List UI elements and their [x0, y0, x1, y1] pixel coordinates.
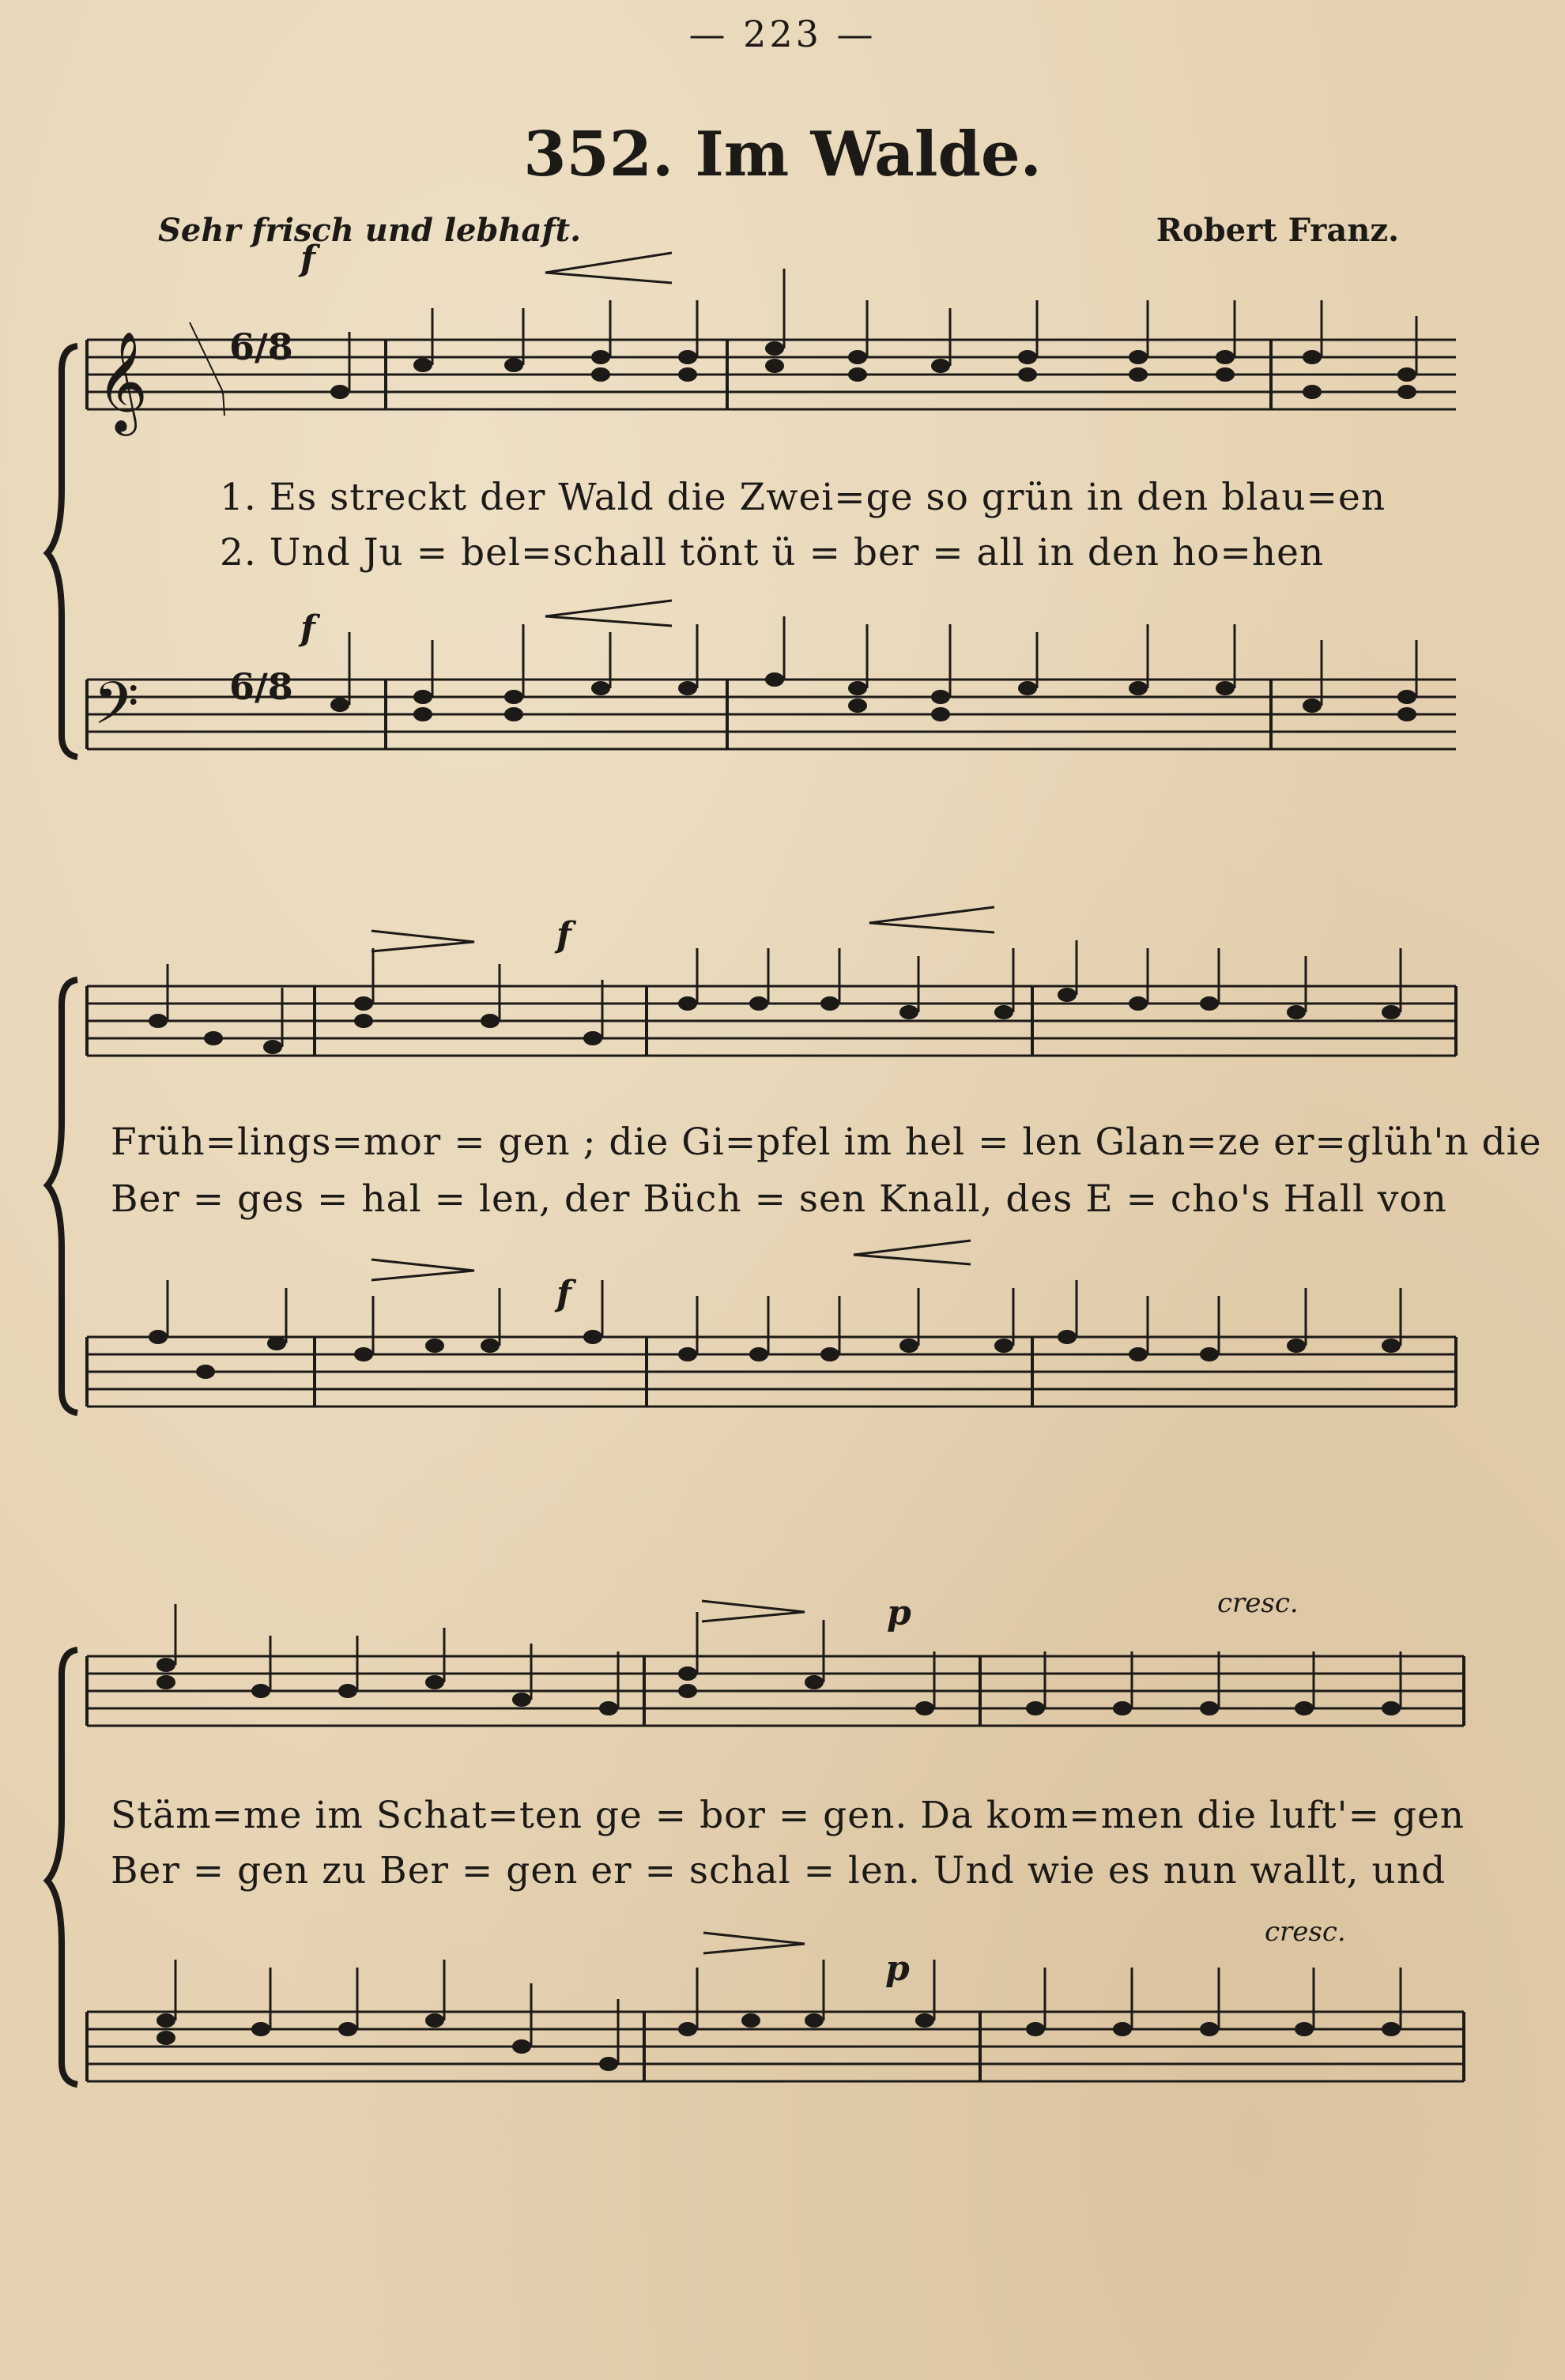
lyric-line-system-3-verse-1: Stäm=me im Schat=ten ge = bor = gen. Da kom=men die luft'= gen — [111, 1794, 1465, 1837]
bass-staff — [87, 1337, 1456, 1407]
cresc-marking-treble: cresc. — [1217, 1587, 1299, 1619]
dynamic-piano-treble: p — [887, 1593, 911, 1633]
dynamic-piano-bass: p — [885, 1949, 910, 1989]
dynamic-forte-treble: f — [300, 239, 315, 279]
bass-clef-icon: 𝄢 — [93, 669, 139, 752]
lyric-line-system-1-verse-2: 2. Und Ju = bel=schall tönt ü = ber = all in den ho=hen — [220, 531, 1325, 574]
crescendo-hairpin — [545, 253, 672, 283]
lyric-line-system-3-verse-2: Ber = gen zu Ber = gen er = schal = len. Und wie es nun wallt, und — [111, 1849, 1446, 1892]
treble-staff — [87, 986, 1456, 1056]
song-title: 352. Im Walde. — [523, 119, 1042, 190]
bass-staff — [87, 2012, 1464, 2081]
decrescendo-hairpin — [371, 931, 474, 951]
page-number: — 223 — — [688, 13, 877, 55]
lyric-line-system-1-verse-1: 1. Es streckt der Wald die Zwei=ge so grün in den blau=en — [220, 476, 1386, 519]
dynamic-forte-treble: f — [556, 915, 571, 955]
composer-name: Robert Franz. — [1156, 212, 1399, 249]
time-signature-treble-numerator: 6/8 — [229, 326, 293, 368]
treble-staff — [87, 1656, 1464, 1726]
tempo-marking: Sehr frisch und lebhaft. — [158, 212, 582, 249]
dynamic-forte-bass: f — [556, 1274, 571, 1314]
time-signature-bass: 6/8 — [229, 665, 293, 708]
decrescendo-hairpin — [702, 1601, 805, 1621]
decrescendo-hairpin — [703, 1933, 805, 1953]
lyric-line-system-2-verse-2: Ber = ges = hal = len, der Büch = sen Knall, des E = cho's Hall von — [111, 1177, 1447, 1221]
crescendo-hairpin — [854, 1241, 971, 1264]
cresc-marking-bass: cresc. — [1265, 1916, 1346, 1948]
treble-clef-icon: 𝄞 — [96, 330, 149, 431]
crescendo-hairpin — [545, 601, 672, 626]
lyric-line-system-2-verse-1: Früh=lings=mor = gen ; die Gi=pfel im hel = len Glan=ze er=glüh'n die — [111, 1120, 1542, 1164]
dynamic-forte-bass: f — [300, 608, 315, 649]
crescendo-hairpin — [869, 907, 994, 932]
decrescendo-hairpin — [371, 1260, 474, 1280]
